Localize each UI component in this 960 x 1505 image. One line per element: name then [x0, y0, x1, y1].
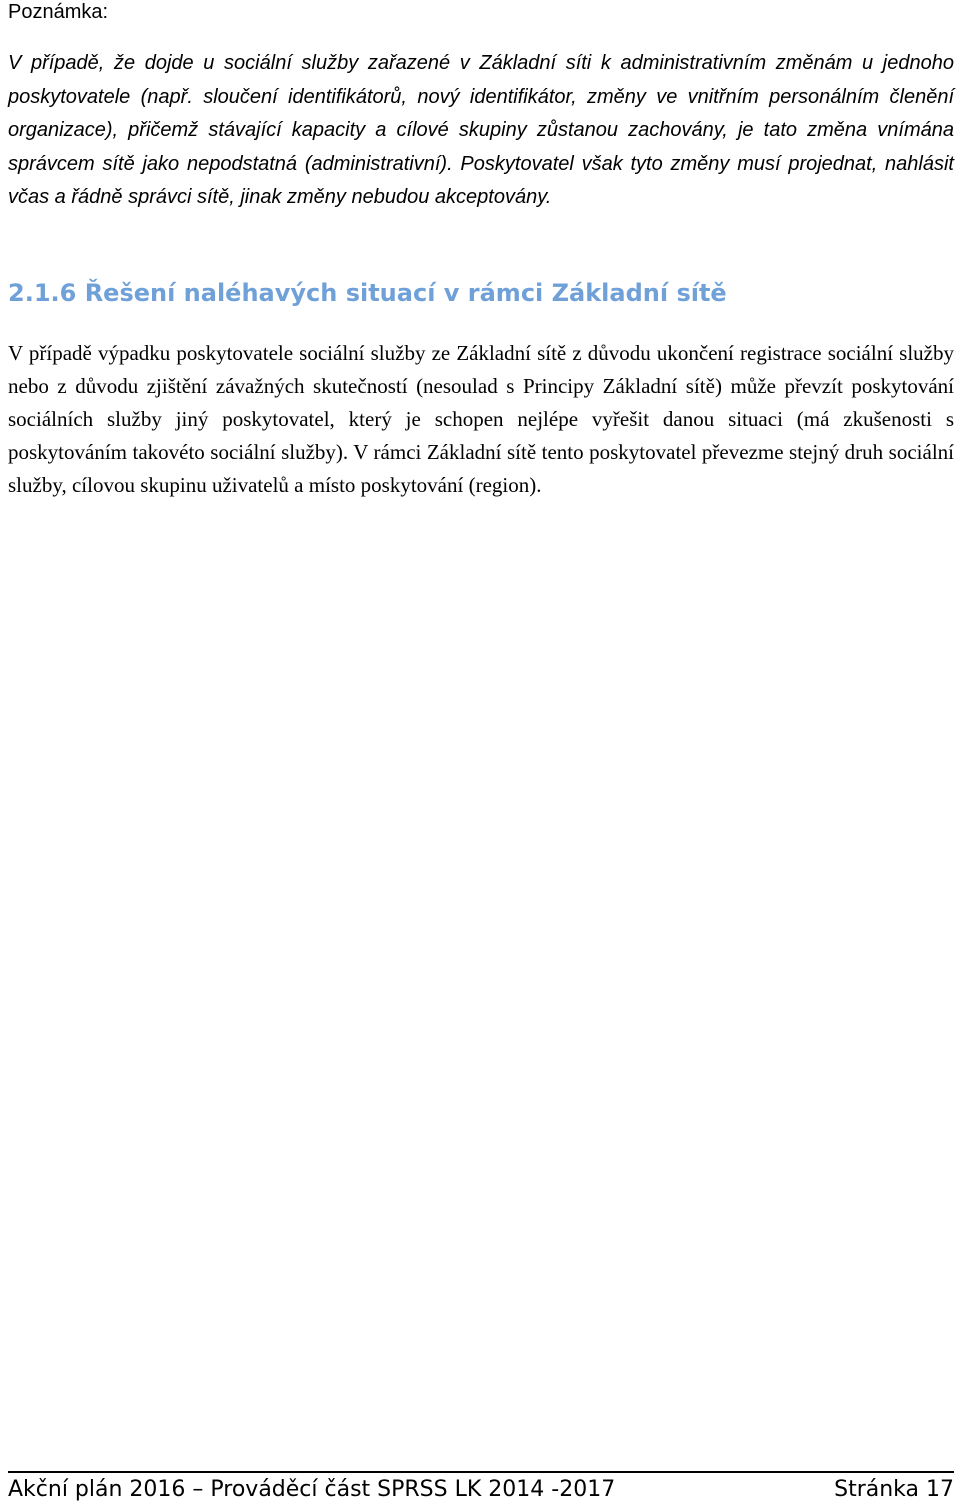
footer-document-title: Akční plán 2016 – Prováděcí část SPRSS LK 2014 -2017	[8, 1477, 616, 1502]
note-paragraph: V případě, že dojde u sociální služby zařazené v Základní síti k administrativním změnám u jednoho poskytovatele (např. sloučení identifikátorů, nový identifikátor, změny ve vnitřním personálním členění organizace), přičemž stávající kapacity a cílové skupiny zůstanou zachovány, je tato změna vnímána správcem sítě jako nepodstatná (administrativní). Poskytovatel však tyto změny musí projednat, nahlásit včas a řádně správci sítě, jinak změny nebudou akceptovány.	[8, 52, 954, 208]
note-label: Poznámka:	[8, 1, 109, 23]
footer-page-number: Stránka 17	[834, 1477, 954, 1502]
section-paragraph: V případě výpadku poskytovatele sociální služby ze Základní sítě z důvodu ukončení registrace sociální služby nebo z důvodu zjištění závažných skutečností (nesoulad s Principy Základní sítě) může převzít poskytování sociálních služby jiný poskytovatel, který je schopen nejlépe vyřešit danou situaci (má zkušenosti s poskytováním takovéto sociální služby). V rámci Základní sítě tento poskytovatel převezme stejný druh sociální služby, cílovou skupinu uživatelů a místo poskytování (region).	[8, 341, 954, 498]
footer-divider	[8, 1471, 954, 1473]
section-heading: 2.1.6 Řešení naléhavých situací v rámci Základní sítě	[8, 279, 727, 307]
